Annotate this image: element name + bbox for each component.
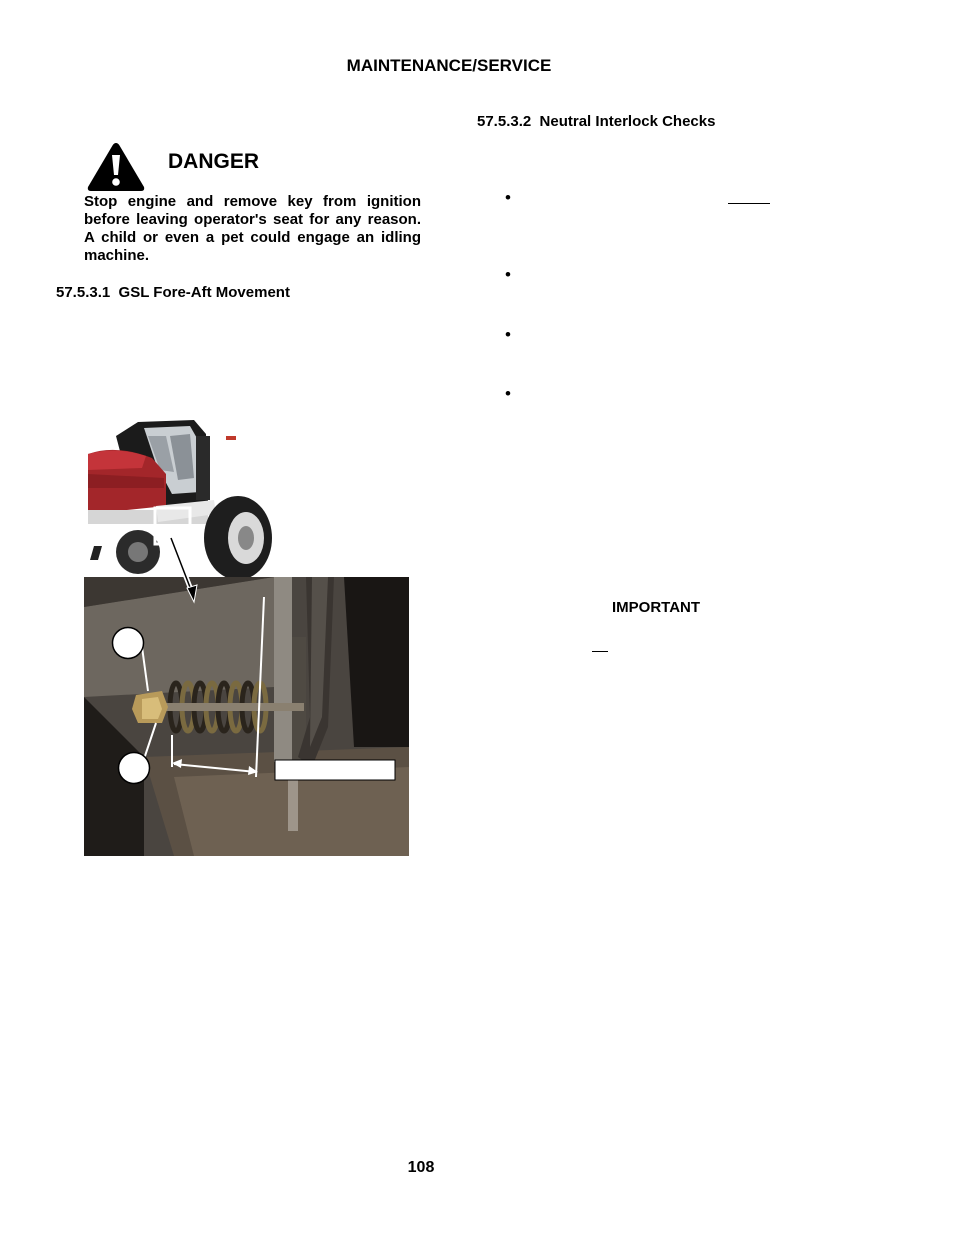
danger-title: DANGER xyxy=(168,150,260,173)
bullet-marker: • xyxy=(505,384,511,403)
danger-message: Stop engine and remove key from ignition before leaving operator's seat for any reason. A child or even a pet could engage an idling machine. xyxy=(84,193,421,264)
warning-triangle-icon xyxy=(86,141,146,193)
section-heading-gsl-fore-aft: 57.5.3.1 GSL Fore-Aft Movement xyxy=(56,284,290,301)
bullet-marker: • xyxy=(505,265,511,284)
bullet-marker: • xyxy=(505,325,511,344)
bullet-marker: • xyxy=(505,188,511,207)
windrower-tractor-image xyxy=(86,414,276,580)
page-header-title: MAINTENANCE/SERVICE xyxy=(346,56,552,75)
section-heading-neutral-interlock: 57.5.3.2 Neutral Interlock Checks xyxy=(477,113,716,130)
important-label: IMPORTANT xyxy=(612,599,701,616)
underline-mark xyxy=(592,651,608,652)
page-number: 108 xyxy=(407,1159,435,1176)
underline-mark xyxy=(728,203,770,204)
spring-adjustment-photo xyxy=(84,577,409,856)
